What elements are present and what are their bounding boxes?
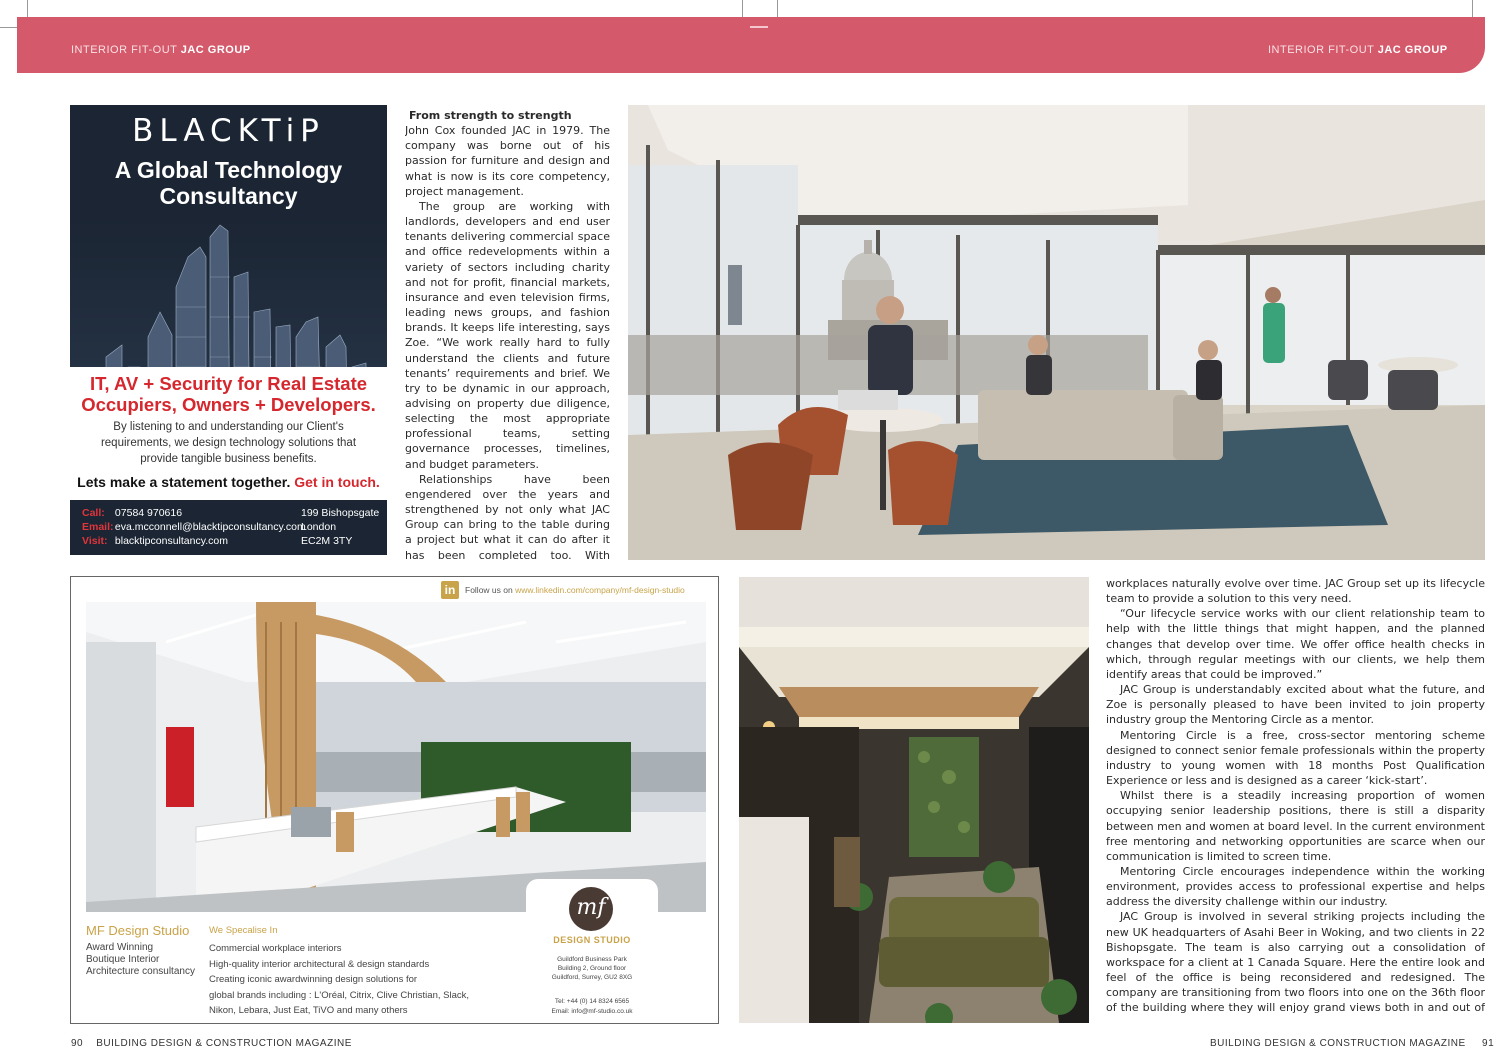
mf-tagline [86, 942, 195, 978]
call-label: Call: [82, 507, 105, 519]
mf-contact-card [526, 879, 658, 1019]
reception-desk-photo [86, 602, 706, 912]
blacktip-description [84, 419, 373, 467]
page-number: 91 [1482, 1038, 1495, 1049]
mf-logo-caption: DESIGN STUDIO [553, 935, 631, 945]
mf-address [526, 955, 658, 982]
article-paragraph: workplaces naturally evolve over time. JAC Group set up its lifecycle team to provide a solution to this very need. [1106, 577, 1485, 606]
blacktip-advert [70, 105, 387, 555]
blacktip-title [70, 157, 387, 209]
mf-phone[interactable]: Tel: +44 (0) 14 8324 6565 [554, 998, 630, 1005]
address-line: Guildford Business Park [557, 956, 627, 963]
header-section-label: INTERIOR FIT-OUT [1268, 44, 1375, 56]
article-column-2 [1106, 576, 1485, 1018]
blacktip-headline [70, 373, 387, 415]
article-paragraph: Whilst there is a steadily increasing proportion of women occupying senior leadership positions, there is still a disparity between men and women at board level. In the current environment free mentoring and networking opportunities are scarce when our communication is limited to screen time. [1106, 789, 1485, 863]
office-lounge-photo [628, 105, 1485, 560]
crop-mark-mid-left [742, 0, 743, 17]
header-brand: JAC GROUP [180, 44, 251, 56]
email-label: Email: [82, 521, 114, 533]
blacktip-headline-line: Occupiers, Owners + Developers. [81, 394, 376, 415]
visit-label: Visit: [82, 535, 108, 547]
mf-design-studio-advert [70, 576, 719, 1024]
linkedin-link[interactable]: www.linkedin.com/company/mf-design-studio [515, 585, 685, 595]
address-line: Guildford, Surrey, GU2 8XG [551, 974, 633, 981]
cta-accent[interactable]: Get in touch. [294, 474, 380, 490]
crop-mark-top-left [0, 27, 17, 28]
article-paragraph: Mentoring Circle encourages independence within the working environment, provides access to professional expertise and helps address the diversity challenge within our industry. [1106, 864, 1485, 909]
blacktip-title-line: Consultancy [159, 183, 298, 209]
address-line: Building 2, Ground floor [557, 965, 627, 972]
mf-spec-line: High-quality interior architectural & design standards [209, 958, 430, 970]
article-subhead: From strength to strength [409, 109, 572, 122]
blacktip-title-line: A Global Technology [114, 157, 343, 183]
follow-us [465, 585, 685, 595]
mf-spec-line: Commercial workplace interiors [209, 943, 342, 954]
mf-tagline-line: Award Winning [86, 942, 154, 953]
phone-number[interactable]: 07584 970616 [114, 507, 183, 519]
mf-specialise-heading: We Specalise In [209, 925, 278, 936]
article-paragraph: “Our lifecycle service works with our client relationship team to help with the little things that might happen, and the planned changes that develop over time. We offer office health checks in which, through regular meetings with our clients, we help them identify areas that could be improved.” [1106, 607, 1485, 681]
mf-spec-line: Nikon, Lebara, Just Eat, TiVO and many others [209, 1005, 408, 1016]
blacktip-cta [70, 474, 387, 490]
header-brand: JAC GROUP [1377, 44, 1448, 56]
address-line: 199 Bishopsgate [301, 507, 380, 519]
crop-mark-right [1472, 0, 1473, 17]
article-column-1 [405, 108, 610, 560]
blacktip-logo: BLACKTiP [132, 113, 325, 149]
blacktip-headline-line: IT, AV + Security for Real Estate [89, 373, 368, 394]
article-paragraph: Mentoring Circle is a free, cross-sector mentoring scheme designed to connect senior female professionals within the property industry to young women with 18 months Post Qualification Experience or less and is designed as a career ‘kick-start’. [1106, 728, 1485, 788]
mf-tagline-line: Boutique Interior [86, 954, 160, 965]
office-lounge-illustration [628, 105, 1485, 560]
magazine-name: BUILDING DESIGN & CONSTRUCTION MAGAZINE [96, 1038, 352, 1049]
website-link[interactable]: blacktipconsultancy.com [114, 535, 228, 547]
blacktip-desc-line: requirements, we design technology solutions that [100, 437, 357, 449]
header-right [1268, 44, 1448, 56]
reception-illustration [86, 602, 706, 912]
cta-main: Lets make a statement together. [77, 474, 291, 490]
blacktip-desc-line: provide tangible business benefits. [140, 453, 317, 465]
header-center-mark [750, 26, 768, 28]
mf-tagline-line: Architecture consultancy [86, 966, 195, 977]
magazine-name: BUILDING DESIGN & CONSTRUCTION MAGAZINE [1210, 1038, 1466, 1049]
crop-mark-mid-right [777, 0, 778, 17]
footer-left [71, 1038, 352, 1049]
header-left [71, 44, 251, 56]
blacktip-address [301, 506, 379, 548]
footer-right [1210, 1038, 1494, 1049]
mf-studio-name: MF Design Studio [86, 923, 190, 938]
mf-logo: mf [569, 887, 613, 931]
article-paragraph: John Cox founded JAC in 1979. The company was borne out of his passion for furniture and design and what is now is its core competency, project management. [405, 124, 610, 198]
address-line: EC2M 3TY [301, 535, 353, 547]
mf-specialise-list [209, 941, 509, 1019]
article-paragraph: JAC Group is understandably excited about what the future, and Zoe is personally pleased to have been invited to join property industry group the Mentoring Circle as a mentor. [1106, 683, 1485, 727]
article-paragraph: Relationships have been engendered over the years and strengthened by not only what JAC Group can bring to the table during a project but what it can do after it has been completed too. With [405, 472, 610, 560]
article-paragraph: JAC Group is involved in several striking projects including the new UK headquarters of Asahi Beer in Woking, and two clients in 22 Bishopsgate. The team is also carrying out a consolidation of workspace for a client at 1 Canada Square. Here the entire look and feel of the office is being reconsidered and redesigned. The company are transitioning from two floors into one on the 36th floor of the building where they will enjoy grand views both in and out of [1106, 910, 1485, 1015]
article-paragraph: The group are working with landlords, developers and end user tenants delivering commercial space and office redevelopments within a variety of sectors including charity and not for profit, financial markets, insurance and even television firms, leading news groups, and fashion brands. It keeps life interesting, says Zoe. “We work really hard to fully understand the clients and future tenants’ requirements and brief. We try to be dynamic in our approach, advising on property due diligence, selecting the most appropriate professional teams, setting governance processes, timelines, and budget parameters. [405, 199, 610, 471]
address-line: London [301, 521, 337, 533]
restaurant-interior-photo [739, 577, 1089, 1023]
blacktip-desc-line: By listening to and understanding our Client's [113, 421, 344, 433]
mf-spec-line: Creating iconic awardwinning design solutions for [209, 974, 418, 985]
mf-contact [526, 997, 658, 1017]
crop-mark-left [27, 0, 28, 17]
header-section-label: INTERIOR FIT-OUT [71, 44, 178, 56]
restaurant-illustration [739, 577, 1089, 1023]
email-address[interactable]: eva.mcconnell@blacktipconsultancy.com [114, 521, 306, 533]
mf-email[interactable]: Email: info@mf-studio.co.uk [551, 1008, 633, 1015]
page-number: 90 [71, 1038, 84, 1049]
follow-text: Follow us on [465, 585, 513, 595]
mf-spec-line: global brands including : L'Oréal, Citrix, Clive Christian, Slack, [209, 989, 470, 1001]
blacktip-contact [82, 506, 306, 548]
linkedin-icon[interactable]: in [441, 581, 459, 599]
